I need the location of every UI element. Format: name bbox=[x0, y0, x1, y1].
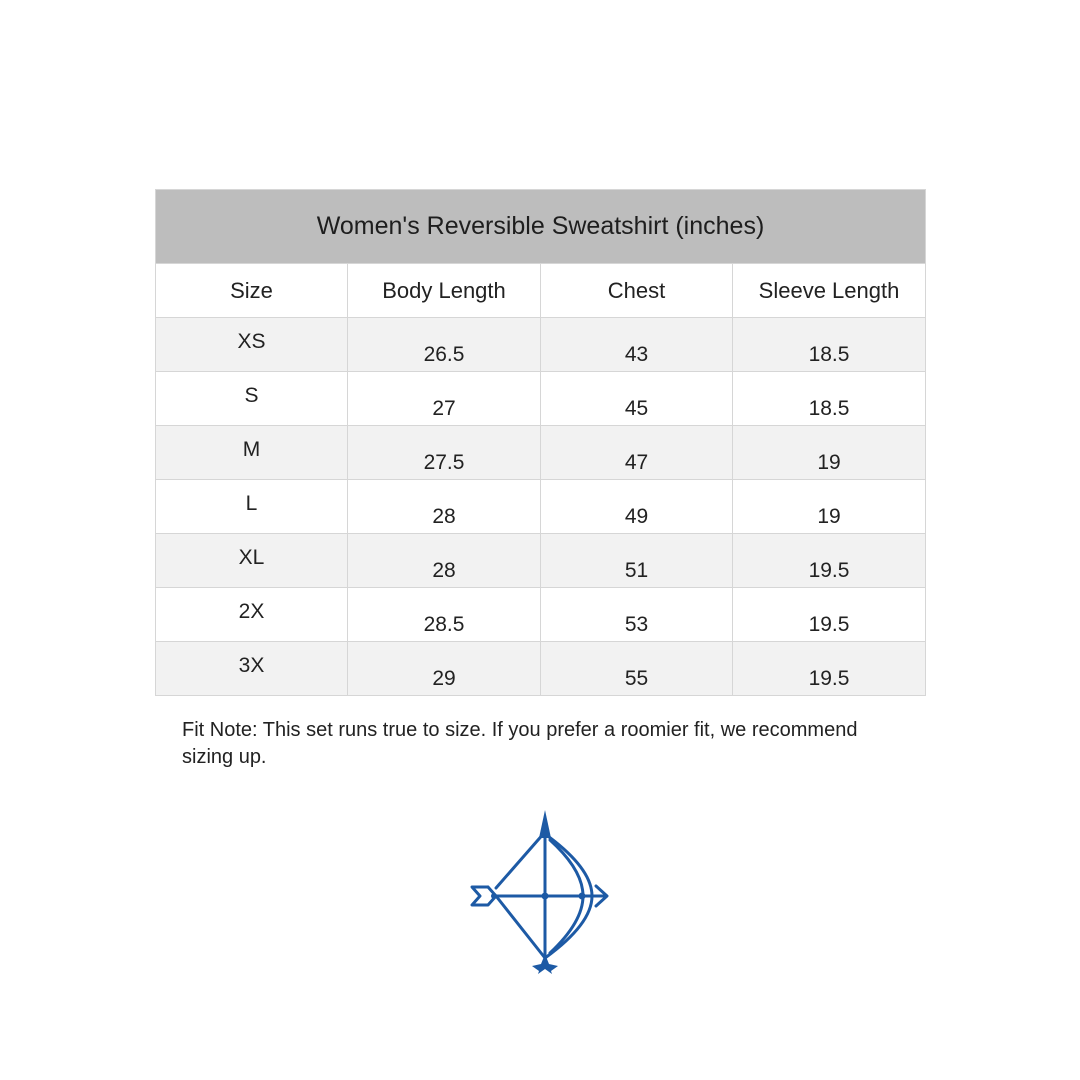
sleeve-length-cell: 19.5 bbox=[733, 588, 926, 642]
body-length-cell: 28 bbox=[348, 480, 541, 534]
body-length-cell: 26.5 bbox=[348, 318, 541, 372]
table-row bbox=[156, 534, 926, 588]
table-header-row bbox=[156, 264, 926, 318]
size-cell: XL bbox=[156, 534, 348, 588]
size-cell: 2X bbox=[156, 588, 348, 642]
header-size: Size bbox=[156, 264, 348, 318]
table-title: Women's Reversible Sweatshirt (inches) bbox=[156, 190, 926, 264]
sleeve-length-cell: 18.5 bbox=[733, 318, 926, 372]
size-cell: XS bbox=[156, 318, 348, 372]
chest-cell: 47 bbox=[541, 426, 733, 480]
fit-note: Fit Note: This set runs true to size. If you prefer a roomier fit, we recommend sizing up. bbox=[182, 719, 858, 768]
header-chest: Chest bbox=[541, 264, 733, 318]
table-row bbox=[156, 480, 926, 534]
table-row bbox=[156, 318, 926, 372]
sleeve-length-cell: 19 bbox=[733, 426, 926, 480]
size-cell: S bbox=[156, 372, 348, 426]
chest-cell: 51 bbox=[541, 534, 733, 588]
size-cell: M bbox=[156, 426, 348, 480]
sleeve-length-cell: 19.5 bbox=[733, 534, 926, 588]
size-cell: L bbox=[156, 480, 348, 534]
sleeve-length-cell: 19.5 bbox=[733, 642, 926, 696]
table-row bbox=[156, 372, 926, 426]
bow-and-arrow-icon bbox=[466, 808, 612, 974]
chest-cell: 45 bbox=[541, 372, 733, 426]
table-row bbox=[156, 642, 926, 696]
chest-cell: 49 bbox=[541, 480, 733, 534]
body-length-cell: 28 bbox=[348, 534, 541, 588]
size-chart-table bbox=[155, 189, 926, 696]
chest-cell: 43 bbox=[541, 318, 733, 372]
chest-cell: 53 bbox=[541, 588, 733, 642]
header-sleeve-length: Sleeve Length bbox=[733, 264, 926, 318]
table-row bbox=[156, 588, 926, 642]
sleeve-length-cell: 18.5 bbox=[733, 372, 926, 426]
sleeve-length-cell: 19 bbox=[733, 480, 926, 534]
body-length-cell: 29 bbox=[348, 642, 541, 696]
table-row bbox=[156, 426, 926, 480]
chest-cell: 55 bbox=[541, 642, 733, 696]
size-cell: 3X bbox=[156, 642, 348, 696]
body-length-cell: 27 bbox=[348, 372, 541, 426]
body-length-cell: 28.5 bbox=[348, 588, 541, 642]
header-body-length: Body Length bbox=[348, 264, 541, 318]
body-length-cell: 27.5 bbox=[348, 426, 541, 480]
